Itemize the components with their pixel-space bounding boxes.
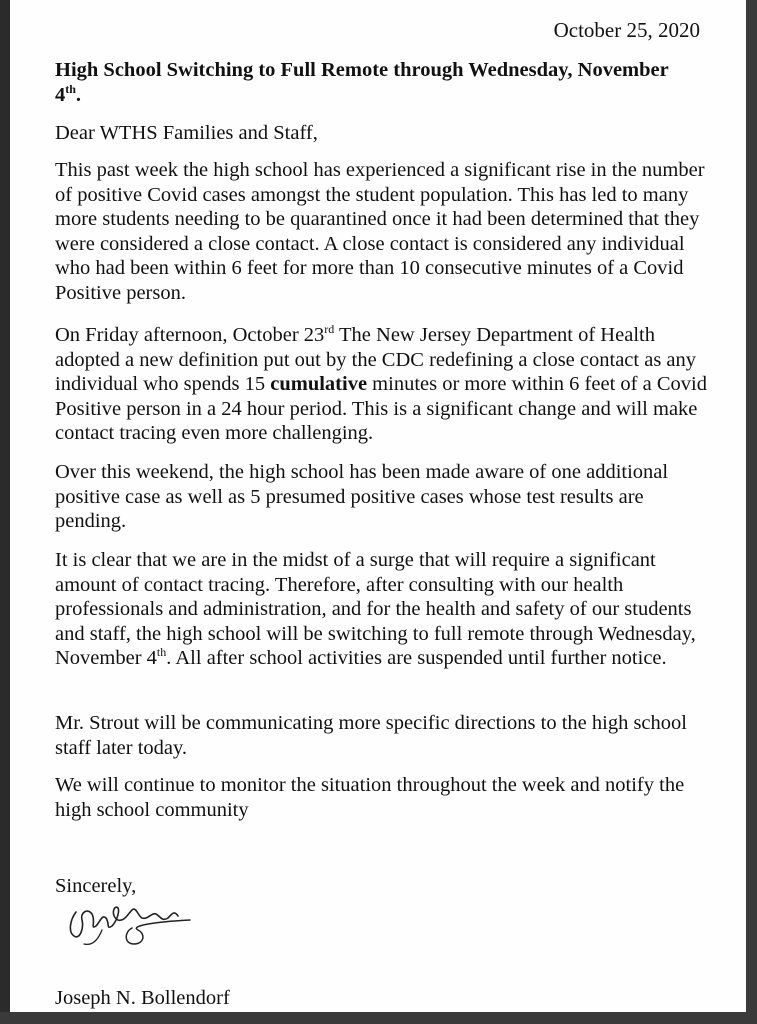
paragraph-2-text-a: On Friday afternoon, October 23: [55, 324, 325, 346]
closing: Sincerely,: [55, 875, 137, 897]
greeting: Dear WTHS Families and Staff,: [55, 122, 318, 144]
paragraph-4-text-b: . All after school activities are suspended until further notice.: [166, 647, 667, 669]
paragraph-2-text-b: The New Jersey Department of Health adopted a new definition put out by the CDC redefining a close contact as any individual who spends 15: [55, 324, 697, 395]
title-ordinal: th: [65, 82, 76, 97]
letter-title: [55, 58, 695, 108]
paragraph-5: Mr. Strout will be communicating more specific directions to the high school staff later today.: [55, 712, 687, 759]
paragraph-2-bold: cumulative: [270, 373, 368, 395]
paragraph-6: We will continue to monitor the situation throughout the week and notify the high school community: [55, 774, 685, 821]
background-edge-right: [746, 0, 757, 1024]
paragraph-4: [55, 548, 715, 671]
paragraph-4-ordinal: th: [156, 645, 167, 660]
paragraph-2-text-c: minutes or more within 6 feet of a Covid Positive person in a 24 hour period. This is a significant change and will make contact tracing even more challenging.: [55, 373, 707, 444]
letter-date: October 25, 2020: [553, 18, 700, 42]
signature-image: [62, 900, 202, 952]
paragraph-2: [55, 323, 715, 446]
signer-name: Joseph N. Bollendorf: [55, 987, 230, 1009]
title-period: .: [75, 84, 82, 106]
paragraph-3: Over this weekend, the high school has been made aware of one additional positive case as well as 5 presumed positive cases whose test results are pending.: [55, 461, 669, 532]
paragraph-4-text-a: It is clear that we are in the midst of a surge that will require a significant amount of contact tracing. Therefore, after consulting with our health professionals and administration, and for the health and safety of our students and staff, the high school will be switching to full remote through Wednesday, November 4: [55, 549, 696, 669]
title-text: High School Switching to Full Remote through Wednesday, November 4: [55, 59, 669, 106]
paragraph-1: This past week the high school has experienced a significant rise in the number of positive Covid cases amongst the student population. This has led to many more students needing to be quarantined once it had been determined that they were considered a close contact. A close contact is considered any individual who had been within 6 feet for more than 10 consecutive minutes of a Covid Positive person.: [55, 159, 705, 304]
letter-page: [10, 0, 746, 1012]
paragraph-2-ordinal: rd: [324, 322, 335, 337]
background-edge-bottom: [0, 1012, 757, 1024]
